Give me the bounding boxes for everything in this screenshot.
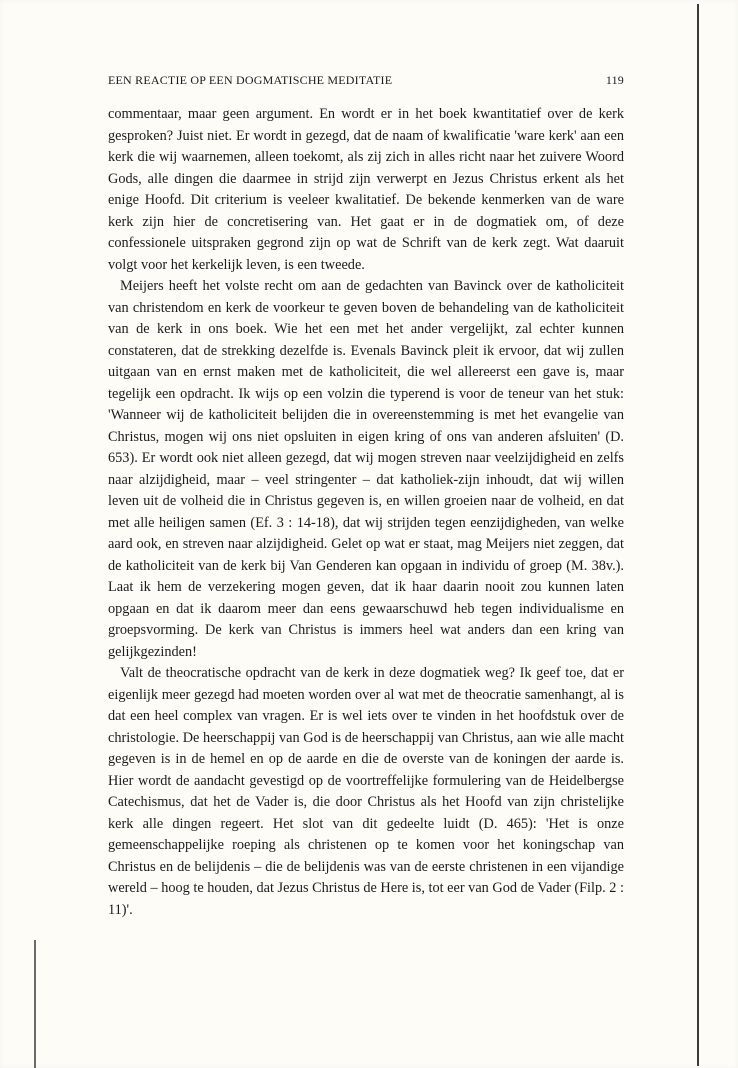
paragraph-1: commentaar, maar geen argument. En wordt er in het boek kwantitatief over de kerk gesproken? Juist niet. Er wordt in gezegd, dat de naam of kwalificatie 'ware kerk' aan een kerk die wij waarnemen, alleen toekomt, als zij zich in alles richt naar het zuivere Woord Gods, alle dingen die daarmee in strijd zijn verwerpt en Jezus Christus erkent als het enige Hoofd. Dit criterium is veeleer kwalitatief. De bekende kenmerken van de ware kerk zijn hier de concretisering van. Het gaat er in de dogmatiek om, of deze confessionele uitspraken gegrond zijn op wat de Schrift van de kerk zegt. Wat daaruit volgt voor het kerkelijk leven, is een tweede. [108, 106, 624, 273]
body-text [108, 104, 624, 921]
page-edge-left [34, 940, 36, 1068]
page-number: 119 [605, 73, 624, 87]
paragraph-2: Meijers heeft het volste recht om aan de gedachten van Bavinck over de katholiciteit van christendom en kerk de voorkeur te geven boven de behandeling van de katholiciteit van de kerk in ons boek. Wie het een met het ander vergelijkt, zal echter kunnen constateren, dat de strekking dezelfde is. Evenals Bavinck pleit ik ervoor, dat wij zullen uitgaan van en ernst maken met de katholiciteit, die wel allereerst een gave is, maar tegelijk een opdracht. Ik wijs op een volzin die typerend is voor de teneur van het stuk: 'Wanneer wij de katholiciteit belijden die in overeenstemming is met het evangelie van Christus, mogen wij ons niet opsluiten in eigen kring of ons van anderen afsluiten' (D. 653). Er wordt ook niet alleen gezegd, dat wij mogen streven naar veelzijdigheid en zelfs naar alzijdigheid, maar – veel stringenter – dat katholiek-zijn inhoudt, dat wij willen leven uit de volheid die in Christus gegeven is, en willen groeien naar de volheid, en dat met alle heiligen samen (Ef. 3 : 14-18), dat wij strijden tegen eenzijdigheden, van welke aard ook, en streven naar alzijdigheid. Gelet op wat er staat, mag Meijers niet zeggen, dat de katholiciteit van de kerk bij Van Genderen kan opgaan in individu of groep (M. 38v.). Laat ik hem de verzekering mogen geven, dat ik haar daarin nooit zou kunnen laten opgaan en dat ik daarom meer dan eens gewaarschuwd heb tegen individualisme en groepsvorming. De kerk van Christus is immers heel wat anders dan een kring van gelijkgezinden! [108, 278, 624, 660]
page-edge-right [697, 4, 699, 1066]
running-head-title: EEN REACTIE OP EEN DOGMATISCHE MEDITATIE [108, 73, 393, 87]
running-head [108, 73, 624, 91]
paragraph-3: Valt de theocratische opdracht van de kerk in deze dogmatiek weg? Ik geef toe, dat er eigenlijk meer gezegd had moeten worden over al wat met de theocratie samenhangt, al is dat een heel complex van vragen. Er is wel iets over te vinden in het hoofdstuk over de christologie. De heerschappij van God is de heerschappij van Christus, aan wie alle macht gegeven is in de hemel en op de aarde en die de overste van de koningen der aarde is. Hier wordt de aandacht gevestigd op de voortreffelijke formulering van de Heidelbergse Catechismus, dat het de Vader is, die door Christus als het Hoofd van zijn christelijke kerk alle dingen regeert. Het slot van dit gedeelte luidt (D. 465): 'Het is onze gemeenschappelijke roeping als christenen op te komen voor het koningschap van Christus en de belijdenis – die de belijdenis was van de eerste christenen in een vijandige wereld – hoog te houden, dat Jezus Christus de Here is, tot eer van God de Vader (Filp. 2 : 11)'. [108, 665, 624, 918]
